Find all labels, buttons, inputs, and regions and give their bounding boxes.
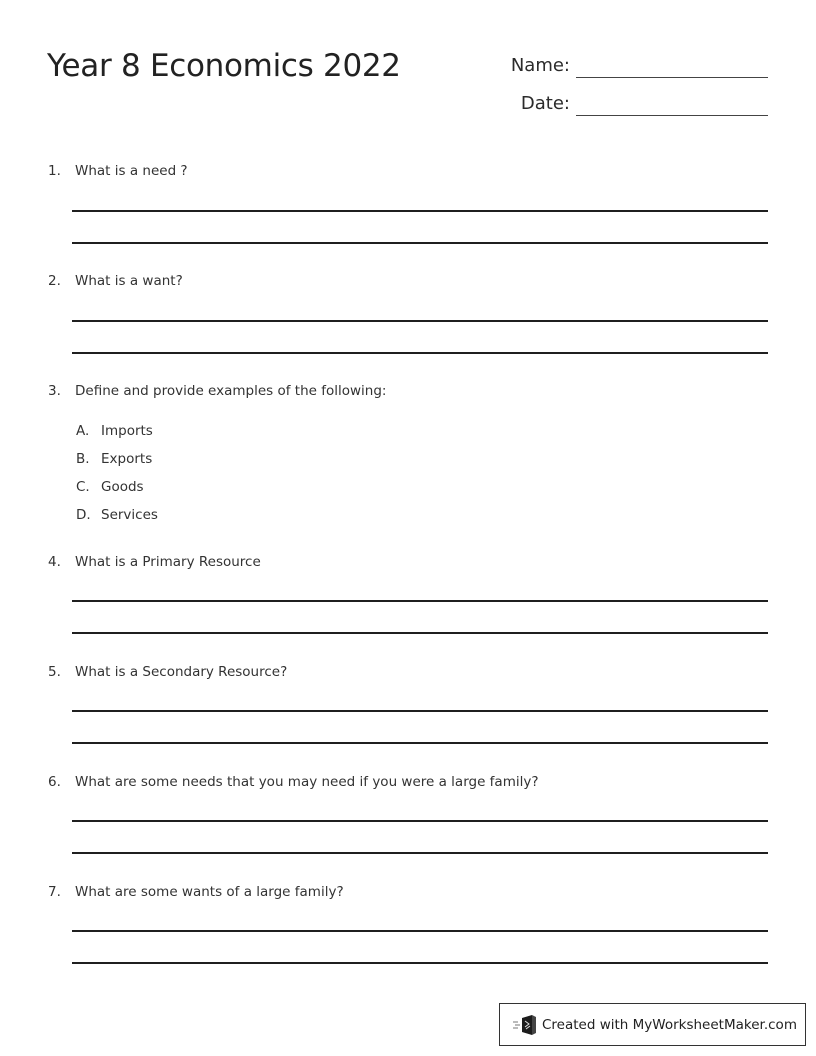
sub-item-text: Exports	[101, 451, 153, 467]
answer-line[interactable]	[72, 852, 768, 854]
sub-item-text: Goods	[101, 479, 144, 495]
answer-line[interactable]	[72, 820, 768, 822]
question-text: What are some needs that you may need if you were a large family?	[75, 774, 539, 790]
question-4	[48, 554, 768, 636]
question-text: Define and provide examples of the following:	[75, 383, 387, 399]
sub-item-letter: C.	[76, 479, 90, 495]
sub-item-letter: D.	[76, 507, 91, 523]
sub-item-imports	[76, 423, 376, 441]
answer-line[interactable]	[72, 710, 768, 712]
sub-item-text: Services	[101, 507, 158, 523]
question-3	[48, 383, 768, 403]
badge-text: Created with MyWorksheetMaker.com	[542, 1016, 797, 1033]
name-input-line[interactable]	[576, 77, 768, 78]
answer-line[interactable]	[72, 962, 768, 964]
sub-item-services	[76, 507, 376, 525]
question-6	[48, 774, 768, 856]
question-7	[48, 884, 768, 966]
answer-line[interactable]	[72, 320, 768, 322]
question-text: What are some wants of a large family?	[75, 884, 344, 900]
question-number: 7.	[48, 884, 61, 900]
question-5	[48, 664, 768, 746]
question-number: 6.	[48, 774, 61, 790]
question-number: 3.	[48, 383, 61, 399]
question-1	[48, 163, 768, 245]
sub-item-letter: B.	[76, 451, 90, 467]
name-field[interactable]	[490, 48, 768, 78]
date-label: Date:	[520, 93, 570, 114]
question-text: What is a Primary Resource	[75, 554, 261, 570]
question-number: 1.	[48, 163, 61, 179]
created-with-badge[interactable]	[499, 1003, 806, 1046]
worksheet-maker-logo-icon	[512, 1014, 538, 1036]
worksheet-title: Year 8 Economics 2022	[47, 48, 401, 84]
question-2	[48, 273, 768, 355]
answer-line[interactable]	[72, 742, 768, 744]
sub-item-goods	[76, 479, 376, 497]
sub-item-exports	[76, 451, 376, 469]
question-text: What is a need ?	[75, 163, 188, 179]
answer-line[interactable]	[72, 930, 768, 932]
date-input-line[interactable]	[576, 115, 768, 116]
answer-line[interactable]	[72, 632, 768, 634]
question-number: 2.	[48, 273, 61, 289]
answer-line[interactable]	[72, 352, 768, 354]
question-number: 4.	[48, 554, 61, 570]
sub-item-letter: A.	[76, 423, 90, 439]
answer-line[interactable]	[72, 600, 768, 602]
answer-line[interactable]	[72, 242, 768, 244]
question-text: What is a want?	[75, 273, 183, 289]
question-text: What is a Secondary Resource?	[75, 664, 288, 680]
question-number: 5.	[48, 664, 61, 680]
answer-line[interactable]	[72, 210, 768, 212]
date-field[interactable]	[490, 86, 768, 116]
sub-item-text: Imports	[101, 423, 153, 439]
name-label: Name:	[510, 55, 570, 76]
